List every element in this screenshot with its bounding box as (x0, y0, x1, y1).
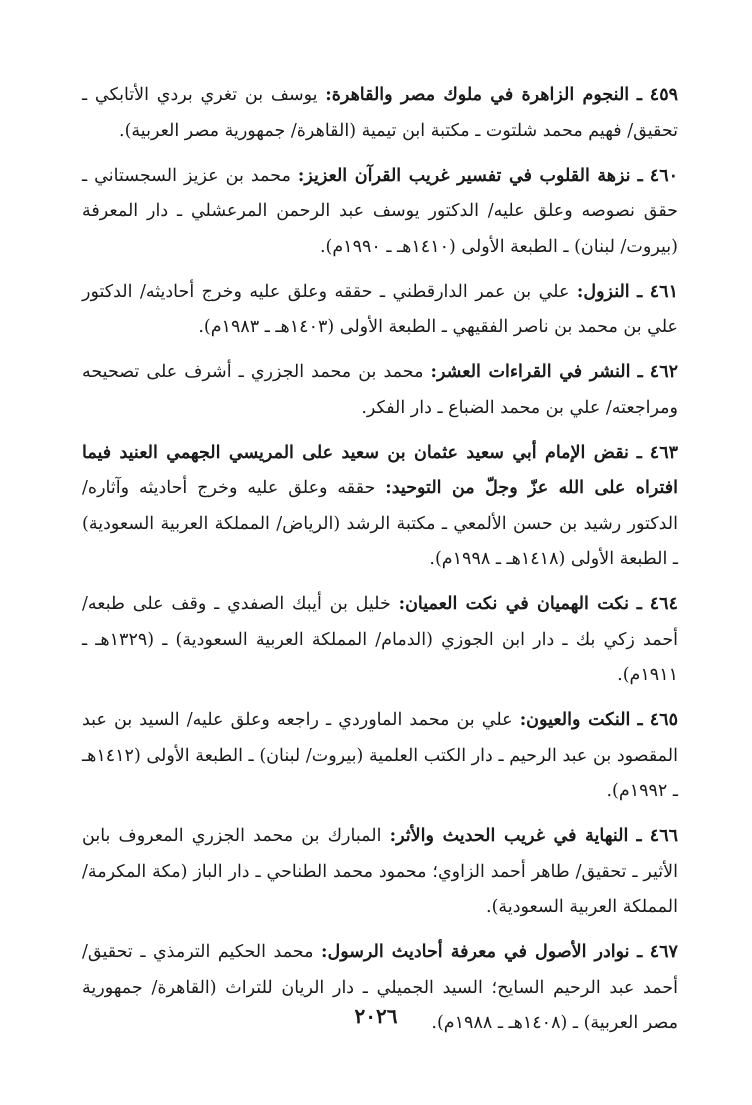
entry-title: نكت الهميان في نكت العميان: (398, 594, 629, 614)
page-number: ٢٠٢٦ (354, 1004, 398, 1028)
entry-title: النجوم الزاهرة في ملوك مصر والقاهرة: (325, 85, 630, 105)
entry-title: النشر في القراءات العشر: (430, 362, 631, 382)
entry-title: النهاية في غريب الحديث والأثر: (389, 826, 629, 846)
bibliography-entry (82, 275, 678, 346)
entry-body: محمد بن محمد الجزري ـ أشرف على تصحيحه ومراجعته/ علي بن محمد الضباع ـ دار الفكر. (82, 362, 678, 418)
entry-body: خليل بن أيبك الصفدي ـ وقف على طبعه/ أحمد زكي بك ـ دار ابن الجوزي (الدمام/ المملكة العربية السعودية) ـ (١٣٢٩هـ ـ ١٩١١م). (82, 594, 679, 685)
entry-title: النكت والعيون: (519, 710, 631, 730)
entry-number: ٤٦٣ (649, 442, 678, 463)
entry-number: ٤٦٥ (649, 710, 678, 730)
entry-number: ٤٦١ (649, 281, 678, 302)
entry-title: النزول: (576, 281, 630, 302)
bibliography-entry (82, 587, 678, 694)
bibliography-entry (82, 436, 678, 578)
entry-body: يوسف بن تغري بردي الأتابكي ـ تحقيق/ فهيم محمد شلتوت ـ مكتبة ابن تيمية (القاهرة/ جمهورية مصر العربية). (82, 85, 678, 141)
entry-number: ٤٦٢ (649, 362, 678, 382)
entry-separator: ـ (636, 442, 642, 463)
entry-body: محمد بن عزيز السجستاني ـ حقق نصوصه وعلق عليه/ الدكتور يوسف عبد الرحمن المرعشلي ـ دار المعرفة (بيروت/ لبنان) ـ الطبعة الأولى (١٤١٠هـ ـ ١٩٩٠م). (82, 165, 678, 257)
entry-separator: ـ (637, 710, 643, 730)
entry-body: علي بن عمر الدارقطني ـ حققه وعلق عليه وخرج أحاديثه/ الدكتور علي بن محمد بن ناصر الفقيهي ـ الطبعة الأولى (١٤٠٣هـ ـ ١٩٨٣م). (82, 281, 678, 337)
entry-separator: ـ (636, 826, 642, 846)
entry-body: علي بن محمد الماوردي ـ راجعه وعلق عليه/ السيد بن عبد المقصود بن عبد الرحيم ـ دار الكتب العلمية (بيروت/ لبنان) ـ الطبعة الأولى (١٤١٢هـ ـ ١٩٩٢م). (82, 710, 678, 801)
bibliography-entry (82, 78, 678, 149)
bibliography-entry (82, 703, 678, 810)
entry-separator: ـ (636, 85, 643, 105)
entry-body: محمد الحكيم الترمذي ـ تحقيق/ أحمد عبد الرحيم السايح؛ السيد الجميلي ـ دار الريان للتراث (القاهرة/ جمهورية مصر العربية) ـ (١٤٠٨هـ ـ ١٩٨٨م). (82, 942, 678, 1033)
entry-number: ٤٦٦ (649, 826, 678, 846)
entry-body: حققه وعلق عليه وخرج أحاديثه وآثاره/ الدكتور رشيد بن حسن الألمعي ـ مكتبة الرشد (الرياض/ المملكة العربية السعودية) ـ الطبعة الأولى (١٤١٨هـ ـ ١٩٩٨م). (82, 478, 678, 569)
entry-body: المبارك بن محمد الجزري المعروف بابن الأثير ـ تحقيق/ طاهر أحمد الزاوي؛ محمود محمد الطناحي ـ دار الباز (مكة المكرمة/ المملكة العربية السعودية). (82, 826, 678, 917)
bibliography-list (82, 78, 678, 1051)
entry-title: نقض الإمام أبي سعيد عثمان بن سعيد على المريسي الجهمي العنيد فيما افتراه على الله عزّ وجلّ من التوحيد: (82, 442, 678, 498)
entry-number: ٤٦٤ (649, 594, 678, 614)
bibliography-entry (82, 159, 678, 266)
bibliography-entry (82, 819, 678, 926)
entry-number: ٤٥٩ (649, 85, 678, 105)
entry-separator: ـ (637, 281, 643, 302)
entry-title: نوادر الأصول في معرفة أحاديث الرسول: (321, 942, 630, 962)
entry-number: ٤٦٧ (649, 942, 678, 962)
bibliography-entry (82, 355, 678, 426)
entry-separator: ـ (637, 362, 643, 382)
entry-title: نزهة القلوب في تفسير غريب القرآن العزيز: (297, 165, 631, 186)
entry-separator: ـ (637, 942, 643, 962)
entry-number: ٤٦٠ (649, 165, 678, 186)
entry-separator: ـ (636, 594, 642, 614)
entry-separator: ـ (637, 165, 643, 186)
